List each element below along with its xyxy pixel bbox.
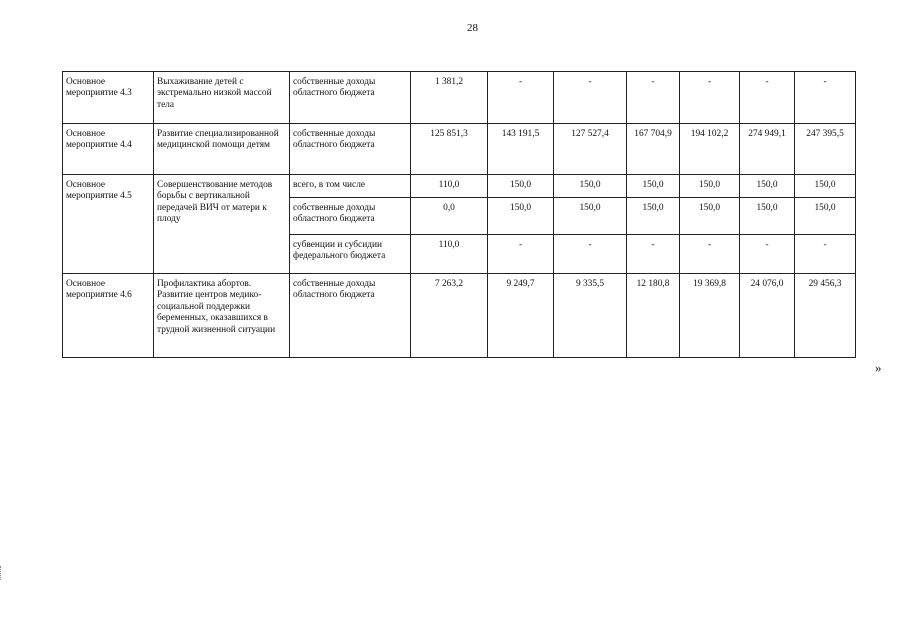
table-row <box>63 274 856 358</box>
event-cell: Основное мероприятие 4.5 <box>63 175 154 274</box>
funding-source-cell: собственные доходы областного бюджета <box>290 274 411 358</box>
value-cell: - <box>488 235 554 274</box>
value-cell: - <box>554 235 627 274</box>
value-cell: 1 381,2 <box>411 72 488 124</box>
value-cell: 110,0 <box>411 235 488 274</box>
value-cell: 167 704,9 <box>627 124 680 175</box>
value-cell: 125 851,3 <box>411 124 488 175</box>
value-cell: 127 527,4 <box>554 124 627 175</box>
table-row <box>63 124 856 175</box>
value-cell: 150,0 <box>554 198 627 235</box>
value-cell: 150,0 <box>554 175 627 198</box>
closing-quote-mark: » <box>875 360 882 375</box>
table-row <box>63 72 856 124</box>
event-cell: Основное мероприятие 4.3 <box>63 72 154 124</box>
value-cell: - <box>680 72 740 124</box>
value-cell: 150,0 <box>740 175 795 198</box>
value-cell: 150,0 <box>488 175 554 198</box>
value-cell: - <box>740 72 795 124</box>
value-cell: 19 369,8 <box>680 274 740 358</box>
description-cell: Профилактика абортов. Развитие центров медико-социальной поддержки беременных, оказавшихся в трудной жизненной ситуации <box>154 274 290 358</box>
value-cell: 9 249,7 <box>488 274 554 358</box>
value-cell: - <box>627 235 680 274</box>
value-cell: - <box>627 72 680 124</box>
value-cell: 150,0 <box>680 175 740 198</box>
funding-source-cell: собственные доходы областного бюджета <box>290 198 411 235</box>
value-cell: 29 456,3 <box>795 274 856 358</box>
funding-source-cell: собственные доходы областного бюджета <box>290 124 411 175</box>
funding-source-cell: субвенции и субсидии федерального бюджета <box>290 235 411 274</box>
funding-source-cell: всего, в том числе <box>290 175 411 198</box>
value-cell: 24 076,0 <box>740 274 795 358</box>
budget-table <box>62 71 856 358</box>
value-cell: 194 102,2 <box>680 124 740 175</box>
value-cell: 0,0 <box>411 198 488 235</box>
page-number: 28 <box>467 22 478 34</box>
value-cell: 9 335,5 <box>554 274 627 358</box>
value-cell: - <box>795 72 856 124</box>
value-cell: 150,0 <box>627 198 680 235</box>
value-cell: 150,0 <box>740 198 795 235</box>
value-cell: 150,0 <box>488 198 554 235</box>
value-cell: - <box>554 72 627 124</box>
value-cell: 12 180,8 <box>627 274 680 358</box>
value-cell: - <box>740 235 795 274</box>
value-cell: 150,0 <box>627 175 680 198</box>
value-cell: 247 395,5 <box>795 124 856 175</box>
value-cell: 143 191,5 <box>488 124 554 175</box>
value-cell: 150,0 <box>795 175 856 198</box>
table-row <box>63 175 856 198</box>
scan-edge-mark <box>0 566 4 580</box>
description-cell: Выхаживание детей с экстремально низкой массой тела <box>154 72 290 124</box>
value-cell: - <box>680 235 740 274</box>
value-cell: - <box>795 235 856 274</box>
value-cell: 150,0 <box>680 198 740 235</box>
event-cell: Основное мероприятие 4.4 <box>63 124 154 175</box>
description-cell: Развитие специализированной медицинской помощи детям <box>154 124 290 175</box>
event-cell: Основное мероприятие 4.6 <box>63 274 154 358</box>
value-cell: 7 263,2 <box>411 274 488 358</box>
value-cell: - <box>488 72 554 124</box>
funding-source-cell: собственные доходы областного бюджета <box>290 72 411 124</box>
value-cell: 274 949,1 <box>740 124 795 175</box>
value-cell: 150,0 <box>795 198 856 235</box>
description-cell: Совершенствование методов борьбы с вертикальной передачей ВИЧ от матери к плоду <box>154 175 290 274</box>
value-cell: 110,0 <box>411 175 488 198</box>
